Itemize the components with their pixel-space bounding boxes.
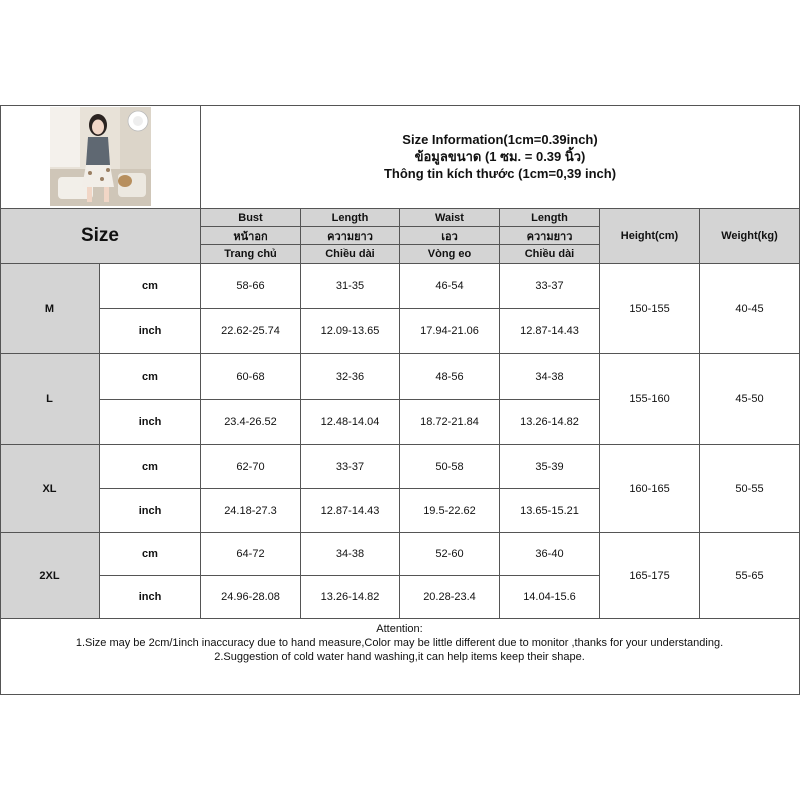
unit-label-cm: cm <box>100 533 201 576</box>
unit-label-cm: cm <box>100 445 201 489</box>
measure-inch-cell: 12.87-14.43 <box>500 309 600 354</box>
column-header-3-en: Waist <box>400 209 500 227</box>
column-header-4-vi: Chiều dài <box>500 245 600 264</box>
product-photo-cell <box>0 105 201 209</box>
measure-inch-cell: 22.62-25.74 <box>201 309 301 354</box>
column-header-2-en: Length <box>301 209 400 227</box>
measure-inch-cell: 13.26-14.82 <box>500 400 600 445</box>
measure-cm-cell: 48-56 <box>400 354 500 400</box>
height-value: 155-160 <box>600 354 700 445</box>
weight-value: 55-65 <box>700 533 800 619</box>
measure-cm-cell: 32-36 <box>301 354 400 400</box>
height-value: 150-155 <box>600 264 700 354</box>
size-name-xl: XL <box>0 445 100 533</box>
title-vietnamese: Thông tin kích thước (1cm=0,39 inch) <box>383 166 617 181</box>
size-name-2xl: 2XL <box>0 533 100 619</box>
height-value: 160-165 <box>600 445 700 533</box>
column-header-1-en: Bust <box>201 209 301 227</box>
measure-cm-cell: 46-54 <box>400 264 500 309</box>
measure-inch-cell: 23.4-26.52 <box>201 400 301 445</box>
column-header-1-vi: Trang chủ <box>201 245 301 264</box>
column-header-2-th: ความยาว <box>301 227 400 245</box>
measure-cm-cell: 52-60 <box>400 533 500 576</box>
measure-inch-cell: 24.96-28.08 <box>201 576 301 619</box>
column-header-2-vi: Chiều dài <box>301 245 400 264</box>
measure-inch-cell: 12.09-13.65 <box>301 309 400 354</box>
size-name-m: M <box>0 264 100 354</box>
measure-cm-cell: 33-37 <box>301 445 400 489</box>
measure-inch-cell: 13.26-14.82 <box>301 576 400 619</box>
measure-cm-cell: 36-40 <box>500 533 600 576</box>
weight-value: 40-45 <box>700 264 800 354</box>
measure-cm-cell: 33-37 <box>500 264 600 309</box>
product-photo <box>50 107 151 206</box>
measure-cm-cell: 64-72 <box>201 533 301 576</box>
measure-inch-cell: 13.65-15.21 <box>500 489 600 533</box>
measure-cm-cell: 50-58 <box>400 445 500 489</box>
unit-label-cm: cm <box>100 264 201 309</box>
size-chart <box>0 105 800 695</box>
title-thai: ข้อมูลขนาด (1 ซม. = 0.39 นิ้ว) <box>414 149 586 164</box>
column-header-3-vi: Vòng eo <box>400 245 500 264</box>
measure-inch-cell: 20.28-23.4 <box>400 576 500 619</box>
measure-inch-cell: 17.94-21.06 <box>400 309 500 354</box>
title-block <box>201 105 800 209</box>
measure-cm-cell: 34-38 <box>301 533 400 576</box>
unit-label-inch: inch <box>100 489 201 533</box>
column-header-3-th: เอว <box>400 227 500 245</box>
measure-cm-cell: 62-70 <box>201 445 301 489</box>
height-value: 165-175 <box>600 533 700 619</box>
unit-label-inch: inch <box>100 309 201 354</box>
measure-inch-cell: 12.48-14.04 <box>301 400 400 445</box>
attention-note-2: 2.Suggestion of cold water hand washing,it can help items keep their shape. <box>214 651 585 663</box>
unit-label-cm: cm <box>100 354 201 400</box>
measure-cm-cell: 60-68 <box>201 354 301 400</box>
weight-value: 50-55 <box>700 445 800 533</box>
measure-cm-cell: 34-38 <box>500 354 600 400</box>
measure-inch-cell: 19.5-22.62 <box>400 489 500 533</box>
size-header: Size <box>0 209 201 264</box>
measure-cm-cell: 58-66 <box>201 264 301 309</box>
measure-inch-cell: 24.18-27.3 <box>201 489 301 533</box>
measure-inch-cell: 14.04-15.6 <box>500 576 600 619</box>
attention-heading: Attention: <box>376 623 423 635</box>
measure-cm-cell: 31-35 <box>301 264 400 309</box>
column-header-4-th: ความยาว <box>500 227 600 245</box>
unit-label-inch: inch <box>100 400 201 445</box>
unit-label-inch: inch <box>100 576 201 619</box>
column-header-4-en: Length <box>500 209 600 227</box>
weight-header: Weight(kg) <box>700 209 800 264</box>
weight-value: 45-50 <box>700 354 800 445</box>
title-english: Size Information(1cm=0.39inch) <box>402 132 598 147</box>
column-header-1-th: หน้าอก <box>201 227 301 245</box>
size-name-l: L <box>0 354 100 445</box>
attention-note <box>0 619 800 695</box>
measure-cm-cell: 35-39 <box>500 445 600 489</box>
attention-note-1: 1.Size may be 2cm/1inch inaccuracy due to hand measure,Color may be little different due to monitor ,thanks for your understanding. <box>75 637 724 649</box>
height-header: Height(cm) <box>600 209 700 264</box>
measure-inch-cell: 18.72-21.84 <box>400 400 500 445</box>
measure-inch-cell: 12.87-14.43 <box>301 489 400 533</box>
